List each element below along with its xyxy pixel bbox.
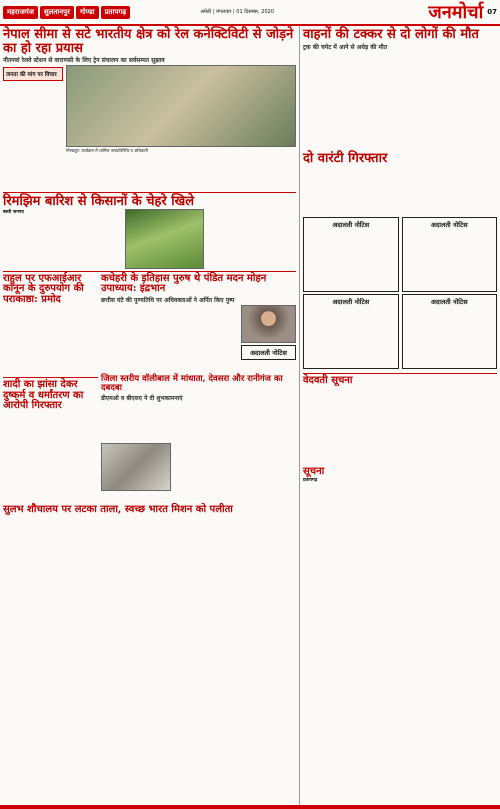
page-number: 07 xyxy=(487,8,497,16)
arrest-headline[interactable]: दो वारंटी गिरफ्तार xyxy=(303,150,388,166)
notice-1 xyxy=(303,217,399,292)
lead-highlight-box xyxy=(3,67,63,81)
masthead xyxy=(0,0,500,26)
newspaper-logo: जनमोर्चा xyxy=(428,2,484,23)
info-byline: प्रतापगढ़ xyxy=(303,478,318,484)
nav-item-sultanpur[interactable]: सुलतानपुर xyxy=(40,6,74,19)
lead-photo xyxy=(66,65,296,147)
lead-photo-caption: गोरखपुर: कार्यक्रम में शामिल जनप्रतिनिधि व अधिकारी xyxy=(66,148,149,154)
toilet-headline[interactable]: सुलभ शौचालय पर लटका ताला, स्वच्छ भारत मिशन को पलीता xyxy=(3,503,233,515)
notice-4 xyxy=(402,294,498,369)
lead-subheadline: नौतनवां रेलवे स्टेशन से वाराणसी के लिए ट्रेन संचालन का सर्वसम्मत सुझाव xyxy=(3,57,165,65)
rain-body-text xyxy=(3,215,122,265)
nav-item-gonda[interactable]: गोण्डा xyxy=(76,6,99,19)
court-notice-title: अदालती नोटिस xyxy=(250,348,287,357)
rahul-headline[interactable]: राहुल पर एफआईआर कानून के दुरुपयोग की पराकाष्ठा: प्रमोद xyxy=(3,272,84,305)
notice-4-title: अदालती नोटिस xyxy=(430,298,468,307)
edition-nav xyxy=(3,6,130,19)
left-section xyxy=(0,26,300,805)
toilet-photo xyxy=(101,443,171,491)
footer-bar xyxy=(0,805,500,809)
toilet-body-text xyxy=(174,443,296,491)
nav-item-maharajganj[interactable]: महराजगंज xyxy=(3,6,38,19)
info-headline[interactable]: सूचना xyxy=(303,465,325,477)
right-section xyxy=(300,26,500,805)
court-notice xyxy=(241,345,296,360)
volleyball-body-text xyxy=(101,403,296,443)
notice-1-title: अदालती नोटिस xyxy=(332,221,370,230)
history-body-text xyxy=(101,305,238,375)
nav-item-pratapgarh[interactable]: प्रतापगढ़ xyxy=(101,6,131,19)
issue-date: अमेठी | मंगलवार | 01 दिसम्बर, 2020 xyxy=(200,9,274,15)
rain-body-text-2 xyxy=(207,209,296,269)
marriage-headline[interactable]: शादी का झांसा देकर दुष्कर्म व धर्मांतरण का आरोपी गिरफ्तार xyxy=(3,379,84,412)
rain-headline[interactable]: रिमझिम बारिश से किसानों के चेहरे खिले xyxy=(3,194,195,210)
vedvati-notice-text xyxy=(303,387,497,467)
notice-3-title: अदालती नोटिस xyxy=(430,221,468,230)
lead-highlight-text: जनता की मांग पर विचार xyxy=(6,72,57,79)
history-headline[interactable]: कचेहरी के इतिहास पुरुष थे पंडित मदन मोहन उपाध्याय: इंद्रभान xyxy=(101,272,267,295)
history-subheadline: छत्तीस घंटे की पुण्यतिथि पर अधिवक्ताओं ने अर्पित किए पुष्प xyxy=(101,296,235,304)
marriage-body-text xyxy=(3,412,98,502)
rain-byline: बस्ती जनपद xyxy=(3,209,24,215)
notice-3 xyxy=(402,217,498,292)
arrest-body-text xyxy=(303,165,497,215)
notice-2 xyxy=(303,294,399,369)
notice-2-title: अदालती नोटिस xyxy=(332,298,370,307)
volleyball-headline[interactable]: जिला स्तरीय वॉलीबाल में मांधाता, देवसरा और रानीगंज का दबदबा xyxy=(101,373,283,393)
lead-body-text xyxy=(3,83,63,138)
accident-body-text xyxy=(303,52,497,152)
upadhyay-portrait xyxy=(241,305,296,343)
vedvati-notice-headline[interactable]: वेदवती सूचना xyxy=(303,375,353,387)
accident-headline[interactable]: वाहनों की टक्कर से दो लोगों की मौत xyxy=(303,27,479,42)
crop-photo xyxy=(125,209,204,269)
accident-subheadline: ट्रक की चपेट में आने से अधेड़ की मौत xyxy=(303,43,388,51)
lead-headline[interactable]: नेपाल सीमा से सटे भारतीय क्षेत्र को रेल कनेक्टिविटी से जोड़ने का हो रहा प्रयास xyxy=(3,27,294,56)
volleyball-subheadline: डीएमओ व बीएसए ने दी शुभकामनाएं xyxy=(101,394,183,402)
divider xyxy=(3,271,296,272)
rahul-body-text xyxy=(3,305,98,375)
